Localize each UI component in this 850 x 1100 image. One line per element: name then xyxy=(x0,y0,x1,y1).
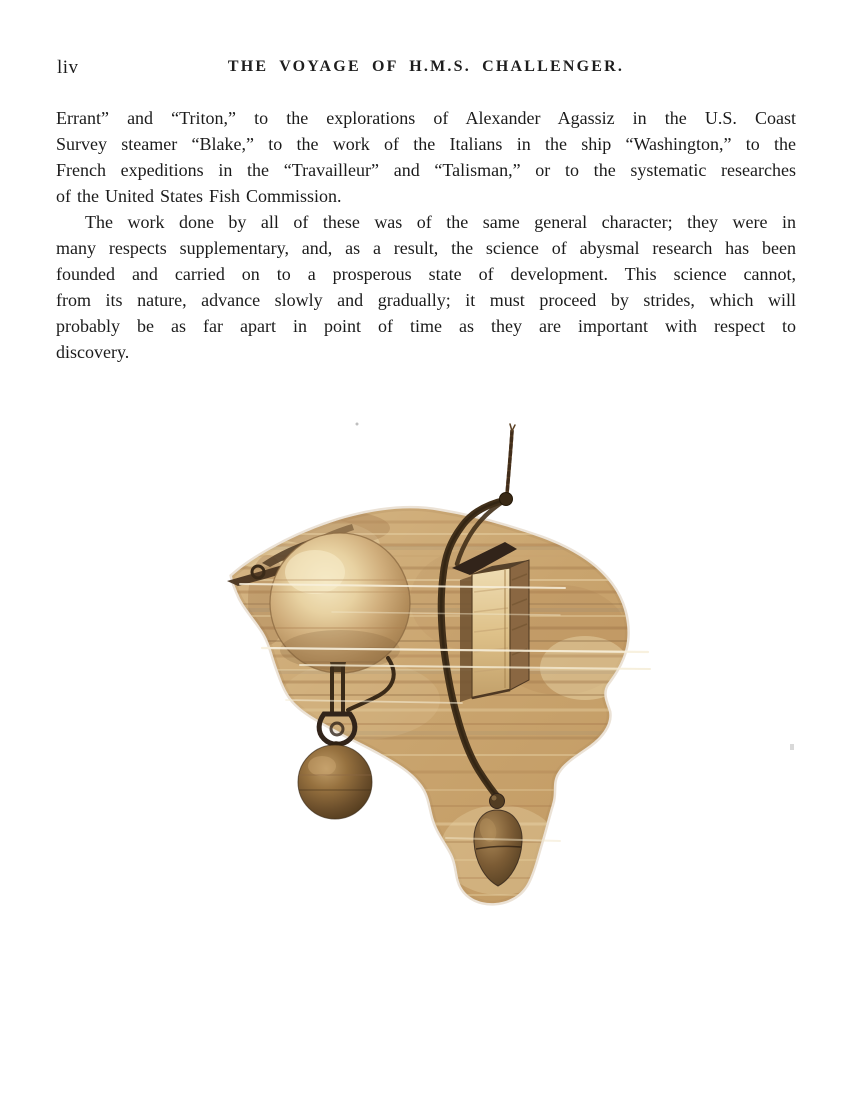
text-line: many respects supplementary, and, as a result, the science of abysmal research has been xyxy=(56,238,796,258)
text-line: Survey steamer “Blake,” to the work of the Italians in the ship “Washington,” to the xyxy=(56,134,796,154)
text-line: from its nature, advance slowly and gradually; it must proceed by strides, which will xyxy=(56,290,796,310)
sounding-apparatus-art xyxy=(195,405,660,915)
text-line: probably be as far apart in point of time as they are important with respect to xyxy=(56,316,796,336)
specimen-case xyxy=(460,560,529,702)
text-line: French expeditions in the “Travailleur” and “Talisman,” or to the systematic researches xyxy=(56,160,796,180)
running-title: THE VOYAGE OF H.M.S. CHALLENGER. xyxy=(227,58,625,75)
cannonball-weight xyxy=(298,745,372,819)
text-line: The work done by all of these was of the same general character; they were in xyxy=(85,212,796,232)
twisted-cord xyxy=(507,424,515,494)
text-line: Errant” and “Triton,” to the explorations of Alexander Agassiz in the U.S. Coast xyxy=(56,108,796,128)
body-text xyxy=(56,105,796,365)
text-line: founded and carried on to a prosperous state of development. This science cannot, xyxy=(56,264,796,284)
dust-speck xyxy=(790,744,794,750)
sounding-apparatus-illustration xyxy=(195,405,660,915)
text-line: of the United States Fish Commission. xyxy=(56,186,342,206)
cord-knob xyxy=(500,493,513,506)
page-header xyxy=(56,57,796,81)
dust-speck xyxy=(356,423,359,426)
glass-float-sphere xyxy=(270,533,412,673)
text-line: discovery. xyxy=(56,342,130,362)
page-number: liv xyxy=(57,57,79,78)
